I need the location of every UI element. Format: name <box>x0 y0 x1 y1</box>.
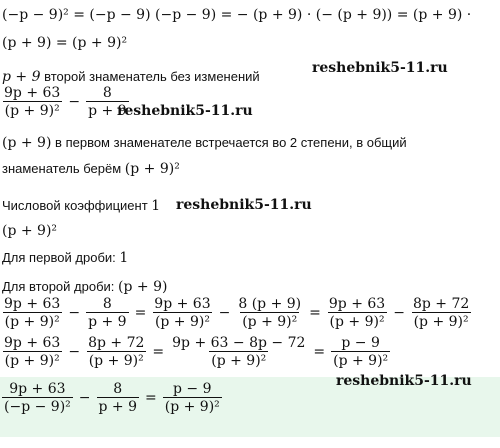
denominator: (−p − 9)² <box>4 399 71 415</box>
numerator: 9p + 63 <box>154 296 211 312</box>
denominator: p + 9 <box>88 103 127 119</box>
watermark: reshebnik5-11.ru <box>312 60 448 76</box>
fraction <box>152 297 212 329</box>
common-denominator-note-2 <box>2 160 180 178</box>
fraction <box>2 86 62 118</box>
denominator: (p + 9)² <box>164 399 220 415</box>
fraction <box>86 297 129 329</box>
denominator: (p + 9)² <box>4 353 60 369</box>
denominator: (p + 9)² <box>242 314 298 330</box>
math-expr: 1 <box>119 250 129 266</box>
note-text: Для первой дроби: <box>2 250 120 265</box>
denominator: (p + 9)² <box>4 103 60 119</box>
equals-sign: = <box>145 390 157 406</box>
transform-row-2 <box>1 336 391 368</box>
final-answer <box>1 382 223 414</box>
denominator: (p + 9)² <box>333 353 389 369</box>
numerator: 9p + 63 <box>4 296 61 312</box>
numerator: 9p + 63 <box>328 296 386 312</box>
denominator: (p + 9)² <box>88 353 144 369</box>
fraction <box>236 297 303 329</box>
math-expr: p + 9 <box>2 69 41 85</box>
first-fraction-multiplier <box>2 249 128 267</box>
note-text: в первом знаменателе встречается во 2 степени, в общий <box>51 135 407 150</box>
numerator: 8 (p + 9) <box>238 296 302 312</box>
equals-sign: = <box>313 344 326 360</box>
math-expr: (p + 9)² <box>124 161 180 177</box>
numerator: 8p + 72 <box>412 296 470 312</box>
numerator: 9p + 63 <box>9 381 66 397</box>
watermark: reshebnik5-11.ru <box>176 197 312 213</box>
fraction <box>2 382 73 414</box>
fraction <box>163 382 222 414</box>
math-expr: 1 <box>151 198 161 214</box>
minus-sign: − <box>393 305 405 321</box>
coefficient-line <box>2 197 160 215</box>
denominator: (p + 9)² <box>211 353 267 369</box>
transform-row-1 <box>1 297 472 329</box>
numerator: 8 <box>113 381 123 397</box>
numerator: 8 <box>102 296 112 312</box>
common-denominator: (p + 9)² <box>2 223 58 239</box>
denominator: (p + 9)² <box>329 314 385 330</box>
note-text: знаменатель берём <box>2 161 125 176</box>
fraction <box>86 336 146 368</box>
equals-sign: = <box>134 305 147 321</box>
denominator: (p + 9)² <box>4 314 60 330</box>
fraction <box>2 336 62 368</box>
minus-sign: − <box>68 305 81 321</box>
second-fraction-multiplier <box>2 278 167 296</box>
fraction <box>2 297 62 329</box>
minus-sign: − <box>78 390 91 406</box>
watermark: reshebnik5-11.ru <box>336 373 472 389</box>
second-denominator-note <box>2 68 260 86</box>
math-expr: (p + 9) <box>118 279 168 295</box>
watermark: reshebnik5-11.ru <box>117 103 253 119</box>
note-text: Числовой коэффициент <box>2 198 152 213</box>
minus-sign: − <box>218 305 231 321</box>
expansion-line-1: (−p − 9)² = (−p − 9) (−p − 9) = − (p + 9) · (− (p + 9)) = (p + 9) · <box>2 7 472 23</box>
minus-sign: − <box>68 94 81 110</box>
note-text: второй знаменатель без изменений <box>40 69 260 84</box>
original-expression <box>1 86 130 118</box>
expansion-line-2: (p + 9) = (p + 9)² <box>2 35 128 51</box>
common-denominator-note <box>2 134 407 152</box>
numerator: 9p + 63 <box>4 85 61 101</box>
fraction <box>331 336 390 368</box>
denominator: (p + 9)² <box>413 314 469 330</box>
fraction <box>411 297 471 329</box>
note-text: Для второй дроби: <box>2 279 119 294</box>
fraction <box>327 297 387 329</box>
numerator: p − 9 <box>341 335 380 351</box>
numerator: p − 9 <box>173 381 212 397</box>
math-expr: (p + 9) <box>2 135 52 151</box>
equals-sign: = <box>152 344 165 360</box>
denominator: p + 9 <box>98 399 138 415</box>
fraction <box>170 336 307 368</box>
numerator: 8p + 72 <box>88 335 145 351</box>
denominator: p + 9 <box>88 314 127 330</box>
numerator: 8 <box>102 85 112 101</box>
fraction <box>97 382 140 414</box>
numerator: 9p + 63 <box>4 335 61 351</box>
numerator: 9p + 63 − 8p − 72 <box>172 335 306 351</box>
minus-sign: − <box>68 344 81 360</box>
denominator: (p + 9)² <box>154 314 210 330</box>
equals-sign: = <box>309 305 321 321</box>
